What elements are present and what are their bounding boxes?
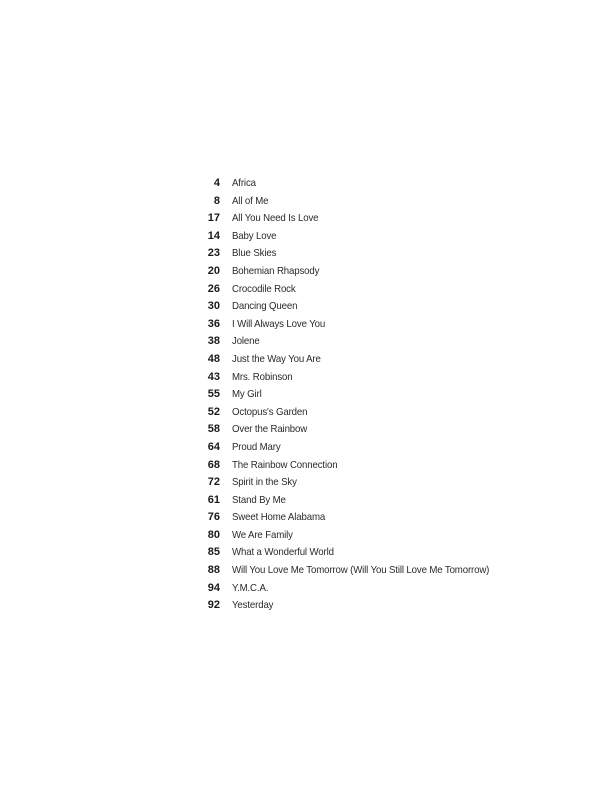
toc-song-title: Stand By Me [232, 493, 286, 506]
toc-song-title: Blue Skies [232, 247, 277, 260]
toc-entry[interactable] [196, 210, 526, 228]
toc-page-number: 8 [213, 194, 220, 207]
toc-song-title: I Will Always Love You [232, 317, 326, 330]
toc-entry[interactable] [196, 457, 526, 475]
toc-song-title: Mrs. Robinson [232, 370, 293, 383]
toc-page-number: 4 [213, 177, 220, 189]
toc-song-title: Crocodile Rock [232, 282, 296, 295]
toc-entry[interactable] [196, 298, 526, 316]
toc-song-title: My Girl [232, 388, 262, 401]
toc-entry[interactable] [196, 263, 526, 281]
toc-entry[interactable] [196, 492, 526, 510]
toc-entry[interactable] [196, 562, 526, 580]
toc-entry[interactable] [196, 245, 526, 263]
toc-page-number: 43 [207, 370, 220, 383]
toc-entry[interactable] [196, 193, 526, 211]
toc-page-number: 92 [207, 599, 220, 612]
toc-page-number: 48 [207, 352, 220, 365]
toc-song-title: Jolene [232, 335, 260, 348]
toc-song-title: Baby Love [232, 229, 277, 242]
toc-page-number: 68 [207, 458, 220, 471]
toc-page-number: 14 [207, 229, 220, 242]
toc-page-number: 20 [207, 264, 220, 277]
toc-page-number: 38 [207, 335, 220, 348]
toc-song-title: Proud Mary [232, 440, 281, 453]
toc-entry[interactable] [196, 369, 526, 387]
toc-entry[interactable] [196, 281, 526, 299]
toc-entry[interactable] [196, 474, 526, 492]
toc-page-number: 55 [207, 388, 220, 401]
toc-page-number: 76 [207, 511, 220, 524]
toc-entry[interactable] [196, 509, 526, 527]
toc-page-number: 94 [207, 581, 220, 594]
toc-song-title: What a Wonderful World [232, 546, 334, 559]
toc-page-number: 85 [207, 546, 220, 559]
toc-song-title: Yesterday [232, 599, 274, 612]
toc-song-title: All of Me [232, 194, 269, 207]
toc-song-title: The Rainbow Connection [232, 458, 338, 471]
toc-page-number: 72 [207, 476, 220, 489]
toc-song-title: Sweet Home Alabama [232, 511, 326, 524]
toc-page-number: 36 [207, 317, 220, 330]
toc-entry[interactable] [196, 333, 526, 351]
toc-page-number: 52 [207, 405, 220, 418]
table-of-contents [196, 175, 526, 615]
toc-song-title: Dancing Queen [232, 300, 298, 313]
toc-entry[interactable] [196, 421, 526, 439]
toc-page-number: 23 [207, 247, 220, 260]
toc-entry[interactable] [196, 404, 526, 422]
toc-page-number: 17 [207, 212, 220, 225]
toc-song-title: Octopus's Garden [232, 405, 308, 418]
toc-page-number: 61 [207, 493, 220, 506]
toc-entry[interactable] [196, 439, 526, 457]
toc-entry[interactable] [196, 316, 526, 334]
toc-entry[interactable] [196, 580, 526, 598]
toc-song-title: Africa [232, 177, 256, 189]
toc-entry[interactable] [196, 351, 526, 369]
toc-song-title: Over the Rainbow [232, 423, 308, 436]
toc-entry[interactable] [196, 544, 526, 562]
toc-page-number: 64 [207, 440, 220, 453]
toc-entry[interactable] [196, 228, 526, 246]
toc-song-title: All You Need Is Love [232, 212, 319, 225]
toc-song-title: Just the Way You Are [232, 352, 321, 365]
toc-page-number: 88 [207, 564, 220, 577]
toc-page-number: 30 [207, 300, 220, 313]
toc-entry[interactable] [196, 597, 526, 615]
toc-page-number: 26 [207, 282, 220, 295]
toc-song-title: We Are Family [232, 528, 293, 541]
toc-song-title: Bohemian Rhapsody [232, 264, 320, 277]
toc-entry[interactable] [196, 386, 526, 404]
toc-song-title: Spirit in the Sky [232, 476, 297, 489]
toc-song-title: Y.M.C.A. [232, 581, 269, 594]
toc-entry[interactable] [196, 527, 526, 545]
toc-song-title: Will You Love Me Tomorrow (Will You Still Love Me Tomorrow) [232, 564, 490, 577]
toc-entry[interactable] [196, 175, 526, 193]
toc-page-number: 58 [207, 423, 220, 436]
toc-page-number: 80 [207, 528, 220, 541]
